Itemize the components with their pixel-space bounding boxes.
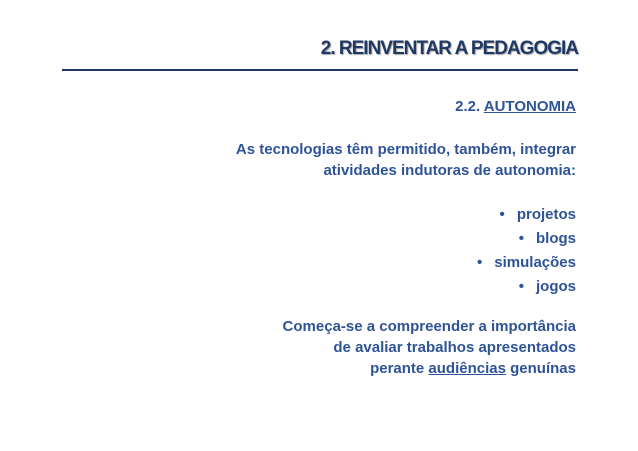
bullet-list [477,203,576,299]
list-item-label: simulações [494,254,576,271]
bullet-icon: • [518,278,524,295]
bullet-icon: • [499,206,505,223]
closing-paragraph [283,316,576,379]
intro-paragraph [236,139,576,181]
closing-line-2: de avaliar trabalhos apresentados [333,339,576,356]
intro-line-2: atividades indutoras de autonomia: [323,162,576,179]
bullet-icon: • [477,254,483,271]
list-item [477,203,576,227]
closing-line-1: Começa-se a compreender a importância [282,318,576,335]
intro-line-1: As tecnologias têm permitido, também, integrar [235,141,576,158]
list-item [477,227,576,251]
list-item-label: jogos [536,278,576,295]
closing-line-3-start: perante [370,360,425,377]
closing-line-3 [283,358,576,379]
closing-line-3-end: genuínas [510,360,576,377]
list-item-label: projetos [516,206,576,223]
list-item-label: blogs [536,230,576,247]
section-number: 2.2. [455,98,481,115]
section-label: AUTONOMIA [483,98,576,115]
slide-title: 2. REINVENTAR A PEDAGOGIA [320,38,578,59]
emphasized-term: audiências [428,360,506,377]
section-heading [455,98,576,115]
list-item [477,275,576,299]
title-divider [62,69,578,71]
list-item [477,251,576,275]
bullet-icon: • [518,230,524,247]
